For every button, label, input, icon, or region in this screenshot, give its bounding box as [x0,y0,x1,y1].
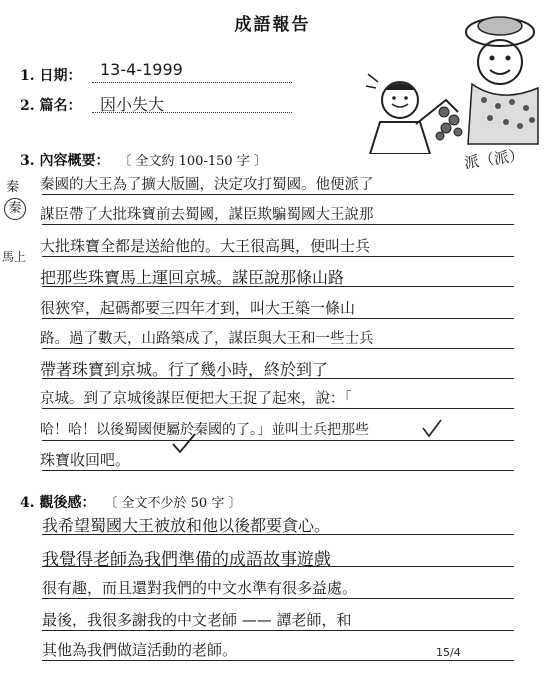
check-mark-icon [420,418,444,440]
reflection-heading [20,492,241,512]
summary-rule-10 [42,470,514,471]
margin-note-top: 秦 [6,180,20,195]
summary-word-count-note: 〔 全文約 100-150 字 〕 [118,154,267,169]
margin-note-circled [4,198,26,220]
margin-note-right: 派（派） [463,145,526,173]
summary-line-7: 帶著珠寶到京城。行了幾小時，終於到了 [40,360,329,379]
report-title: 成語報告 [234,15,311,35]
grade-mark: 15/4 [436,646,461,659]
summary-line-2: 謀臣帶了大批珠寶前去蜀國，謀臣欺騙蜀國大王說那 [40,207,374,223]
summary-line-5: 很狹窄，起碼都要三四年才到，叫大王築一條山 [40,299,356,317]
summary-rule-8 [42,408,514,409]
summary-rule-1 [42,194,514,195]
summary-line-9: 哈！哈！以後蜀國便屬於秦國的了。」並叫士兵把那些 [40,422,369,438]
cartoon-illustration [360,4,542,154]
summary-rule-5 [42,318,514,319]
summary-rule-3 [42,256,514,257]
summary-heading-label: 3. 內容概要： [20,153,110,169]
reflection-line-4: 最後，我很多謝我的中文老師 —— 譚老師，和 [42,611,352,629]
summary-line-4: 把那些珠寶馬上運回京城。謀臣說那條山路 [40,268,345,287]
reflection-word-count-note: 〔 全文不少於 50 字 〕 [104,496,242,511]
summary-rule-6 [42,348,514,349]
date-value: 13-4-1999 [100,60,183,79]
reflection-rule-3 [42,598,514,599]
date-label: 1. 日期： [20,68,82,84]
summary-line-1: 秦國的大王為了擴大版圖，決定攻打蜀國。他便派了 [40,177,374,193]
title-value: 因小失大 [100,95,165,114]
date-field-line [92,82,292,83]
summary-line-8: 京城。到了京城後謀臣便把大王捉了起來，說：「 [40,391,352,407]
reflection-heading-label: 4. 觀後感： [20,495,96,511]
reflection-line-3: 很有趣，而且還對我們的中文水準有很多益處。 [42,579,358,597]
margin-note-mid: 馬上 [2,250,27,264]
summary-heading [20,150,267,170]
reflection-line-1: 我希望蜀國大王被放和他以後都要貪心。 [42,516,331,535]
summary-line-10: 珠寶收回吧。 [40,451,131,469]
reflection-rule-4 [42,630,514,631]
reflection-line-5: 其他為我們做這活動的老師。 [42,641,238,659]
summary-line-3: 大批珠寶全都是送給他的。大王很高興，便叫士兵 [40,237,371,255]
margin-note-circled-text: 秦 [8,201,22,216]
reflection-rule-5 [42,660,514,661]
title-label: 2. 篇名： [20,98,82,114]
summary-rule-9 [42,440,514,441]
summary-line-6: 路。過了數天，山路築成了，謀臣與大王和一些士兵 [40,331,374,347]
reflection-line-2: 我覺得老師為我們準備的成語故事遊戲 [42,550,331,570]
summary-rule-2 [42,224,514,225]
check-mark-icon [170,432,198,456]
